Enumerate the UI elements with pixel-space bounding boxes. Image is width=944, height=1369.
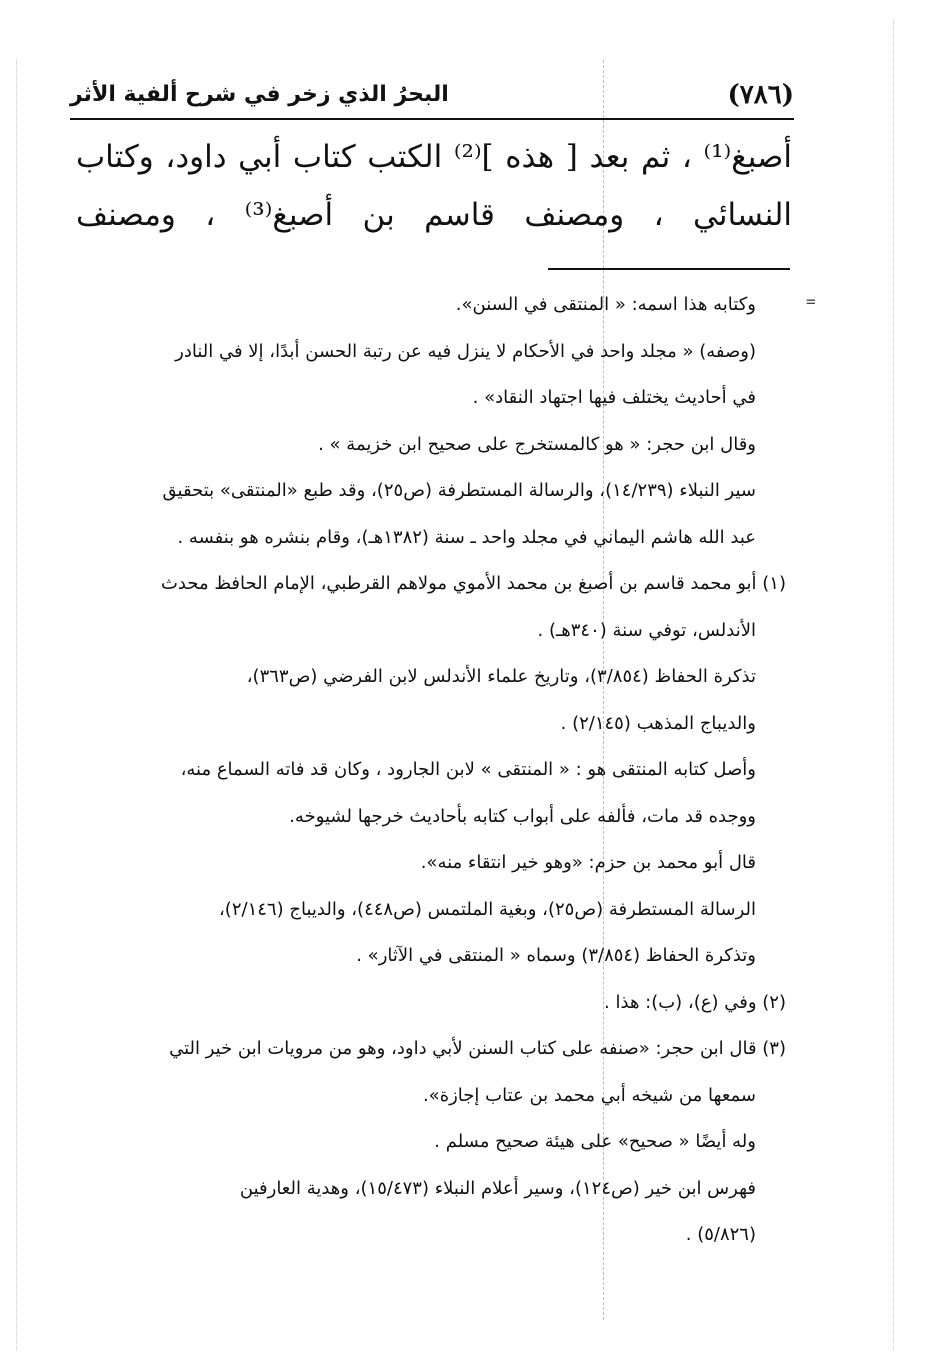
main-text-line: أصبغ⁽¹⁾ ، ثم بعد [ هذه ]⁽²⁾ الكتب كتاب أبي داود، وكتاب: [76, 139, 792, 175]
footnote-line: وأصل كتابه المنتقى هو : « المنتقى » لابن الجارود ، وكان قد فاته السماع منه،: [180, 759, 756, 780]
footnote-line: (٣) قال ابن حجر: «صنفه على كتاب السنن لأبي داود، وهو من مرويات ابن خير التي: [169, 1038, 786, 1059]
main-text: [76, 128, 792, 244]
footnote-line: ووجده قد مات، فألفه على أبواب كتابه بأحاديث خرجها لشيوخه.: [289, 805, 756, 827]
header-rule: [70, 118, 794, 120]
footnote-line: الرسالة المستطرفة (ص٢٥)، وبغية الملتمس (ص٤٤٨)، والديباج (٢/١٤٦)،: [219, 898, 756, 920]
page-header: [70, 78, 794, 118]
footnote-line: (٥/٨٢٦) .: [685, 1224, 756, 1245]
scan-edge-line-right: [893, 20, 894, 1350]
footnote-line: الأندلس، توفي سنة (٣٤٠هـ) .: [537, 619, 756, 641]
main-text-line: النسائي ، ومصنف قاسم بن أصبغ⁽³⁾ ، ومصنف: [76, 197, 792, 233]
footnote-line: تذكرة الحفاظ (٣/٨٥٤)، وتاريخ علماء الأندلس لابن الفرضي (ص٣٦٣)،: [246, 666, 756, 687]
margin-mark: =: [806, 292, 816, 311]
running-title: البحرُ الذي زخر في شرح ألفية الأثر: [70, 82, 449, 107]
scan-edge-line: [16, 60, 17, 1350]
footnote-line: وقال ابن حجر: « هو كالمستخرج على صحيح ابن خزيمة » .: [318, 433, 756, 455]
footnote-line: (١) أبو محمد قاسم بن أصبغ بن محمد الأموي مولاهم القرطبي، الإمام الحافظ محدث: [160, 573, 786, 594]
footnote-line: سمعها من شيخه أبي محمد بن عتاب إجازة».: [422, 1084, 756, 1106]
footnote-line: قال أبو محمد بن حزم: «وهو خير انتقاء منه».: [420, 852, 756, 873]
footnote-line: فهرس ابن خير (ص١٢٤)، وسير أعلام النبلاء (١٥/٤٧٣)، وهدية العارفين: [239, 1177, 756, 1199]
footnotes: [78, 282, 786, 1259]
page-number: (٧٨٦): [727, 80, 794, 110]
footnote-line: وكتابه هذا اسمه: « المنتقى في السنن».: [455, 294, 756, 315]
footnote-line: سير النبلاء (١٤/٢٣٩)، والرسالة المستطرفة (ص٢٥)، وقد طبع «المنتقى» بتحقيق: [162, 480, 756, 501]
footnote-line: في أحاديث يختلف فيها اجتهاد النقاد» .: [472, 387, 756, 408]
footnote-line: عبد الله هاشم اليماني في مجلد واحد ـ سنة (١٣٨٢هـ)، وقام بنشره هو بنفسه .: [177, 526, 756, 548]
footnote-line: (وصفه) « مجلد واحد في الأحكام لا ينزل فيه عن رتبة الحسن أبدًا، إلا في النادر: [175, 340, 756, 362]
footnote-line: وله أيضًا « صحيح» على هيئة صحيح مسلم .: [434, 1131, 756, 1152]
footnote-separator: [548, 268, 790, 270]
footnote-line: وتذكرة الحفاظ (٣/٨٥٤) وسماه « المنتقى في الآثار» .: [356, 945, 756, 966]
footnote-line: (٢) وفي (ع)، (ب): هذا .: [604, 991, 786, 1013]
footnote-line: والديباج المذهب (٢/١٤٥) .: [560, 712, 756, 734]
